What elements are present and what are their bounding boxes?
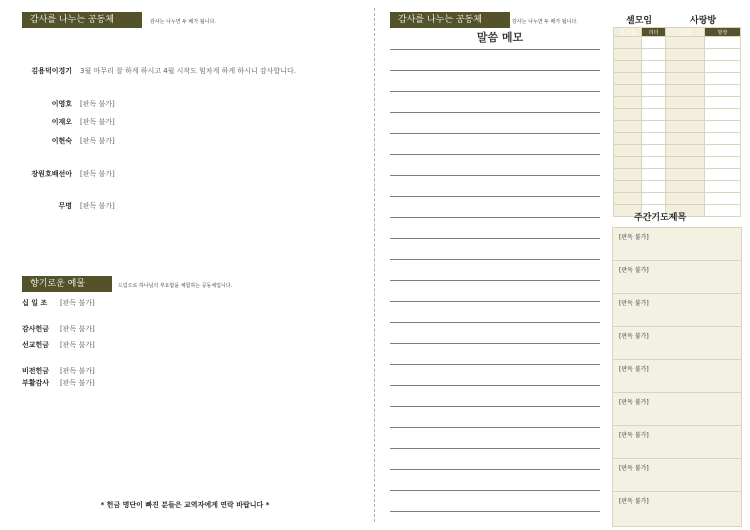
- list-item: [612, 293, 742, 329]
- table-row: [614, 73, 741, 85]
- cell-name: [614, 145, 642, 157]
- table-row: [614, 109, 741, 121]
- cell-room-head: [705, 133, 741, 145]
- col-sarang: 사랑방: [666, 28, 705, 37]
- thanks-entry: [22, 201, 352, 225]
- thanks-entry: [22, 169, 352, 193]
- offering-row: [22, 324, 362, 336]
- cell-leader: [642, 109, 666, 121]
- memo-title: 말씀 메모: [476, 31, 524, 44]
- prayer-text: [판독 불가]: [619, 465, 649, 472]
- cell-room-head: [705, 157, 741, 169]
- offering-subtitle: 드림으로 하나님의 부요함을 체험하는 공동체입니다.: [118, 283, 233, 289]
- cell-room-head: [705, 169, 741, 181]
- cell-name: [614, 193, 642, 205]
- list-item: [612, 458, 742, 494]
- list-item: [612, 227, 742, 263]
- offering-label: 비전헌금: [22, 367, 50, 375]
- table-row: [614, 157, 741, 169]
- thanks-entry: [22, 66, 352, 90]
- thanks-name: 장원호배선아: [31, 170, 72, 178]
- table-row: [614, 181, 741, 193]
- memo-line: [390, 280, 600, 281]
- memo-line: [390, 448, 600, 449]
- offering-row: [22, 378, 362, 498]
- cell-room: [666, 193, 705, 205]
- offering-label: 선교헌금: [22, 341, 50, 349]
- prayer-text: [판독 불가]: [619, 333, 649, 340]
- prayer-title: 주간기도제목: [634, 213, 687, 223]
- table-row: [614, 85, 741, 97]
- cell-room: [666, 85, 705, 97]
- memo-line: [390, 49, 600, 50]
- sarang-title: 사랑방: [690, 16, 717, 26]
- cell-leader: [642, 61, 666, 73]
- offering-row: [22, 366, 362, 378]
- thanks-name: 이재오: [51, 118, 72, 126]
- list-item: [612, 260, 742, 296]
- cell-leader: [642, 73, 666, 85]
- table-row: [614, 49, 741, 61]
- list-item: [612, 491, 742, 527]
- thanks-text: 3월 마무리 잘 하게 하시고 4월 시작도 힘차게 하게 하시니 감사합니다.: [80, 67, 296, 75]
- cell-room: [666, 121, 705, 133]
- memo-line: [390, 238, 600, 239]
- cell-title: 셀모임: [626, 16, 653, 26]
- memo-line: [390, 490, 600, 491]
- cell-room: [666, 169, 705, 181]
- cell-room-head: [705, 193, 741, 205]
- thanks-text: [판독 불가]: [80, 100, 115, 108]
- col-cell-name: 셀 이름: [614, 28, 642, 37]
- memo-line: [390, 196, 600, 197]
- memo-line: [390, 511, 600, 512]
- offering-names: [판독 불가]: [60, 367, 95, 375]
- memo-line: [390, 175, 600, 176]
- memo-line: [390, 385, 600, 386]
- offering-header: 향기로운 예물: [22, 276, 112, 292]
- cell-name: [614, 49, 642, 61]
- cell-room-head: [705, 121, 741, 133]
- cell-table-header: [614, 28, 741, 37]
- cell-leader: [642, 193, 666, 205]
- prayer-text: [판독 불가]: [619, 399, 649, 406]
- cell-leader: [642, 133, 666, 145]
- prayer-text: [판독 불가]: [619, 267, 649, 274]
- offering-row: [22, 340, 362, 362]
- cell-room: [666, 97, 705, 109]
- list-item: [612, 392, 742, 428]
- fold-line: [374, 8, 376, 522]
- thanks-header-left: 감사를 나누는 공동체: [22, 12, 142, 28]
- cell-room-head: [705, 97, 741, 109]
- table-row: [614, 133, 741, 145]
- cell-leader: [642, 181, 666, 193]
- thanks-subtitle-left: 감사는 나누면 두 배가 됩니다.: [150, 19, 216, 25]
- table-row: [614, 37, 741, 49]
- offering-names: [판독 불가]: [60, 299, 95, 307]
- prayer-text: [판독 불가]: [619, 432, 649, 439]
- cell-room: [666, 145, 705, 157]
- memo-line: [390, 301, 600, 302]
- thanks-entry: [22, 99, 352, 113]
- offering-label: 십 일 조: [22, 299, 48, 307]
- cell-room: [666, 157, 705, 169]
- cell-room: [666, 73, 705, 85]
- prayer-text: [판독 불가]: [619, 498, 649, 505]
- memo-line: [390, 133, 600, 134]
- list-item: [612, 359, 742, 395]
- cell-name: [614, 97, 642, 109]
- prayer-text: [판독 불가]: [619, 366, 649, 373]
- cell-room-head: [705, 85, 741, 97]
- thanks-entry: [22, 117, 352, 131]
- memo-line: [390, 469, 600, 470]
- memo-line: [390, 217, 600, 218]
- offering-notice: * 헌금 명단이 빠진 분들은 교역자에게 연락 바랍니다 *: [100, 501, 270, 509]
- cell-name: [614, 85, 642, 97]
- cell-leader: [642, 49, 666, 61]
- cell-room: [666, 61, 705, 73]
- thanks-name: 이영호: [51, 100, 72, 108]
- table-row: [614, 193, 741, 205]
- list-item: [612, 326, 742, 362]
- thanks-name: 무명: [58, 202, 72, 210]
- cell-name: [614, 133, 642, 145]
- memo-line: [390, 406, 600, 407]
- cell-room-head: [705, 181, 741, 193]
- cell-name: [614, 109, 642, 121]
- cell-room: [666, 181, 705, 193]
- cell-name: [614, 73, 642, 85]
- cell-name: [614, 169, 642, 181]
- cell-room: [666, 133, 705, 145]
- table-row: [614, 169, 741, 181]
- list-item: [612, 425, 742, 461]
- thanks-name: 김용덕이경기: [31, 67, 72, 75]
- table-row: [614, 145, 741, 157]
- cell-room-head: [705, 61, 741, 73]
- offering-row: [22, 298, 362, 320]
- memo-line: [390, 427, 600, 428]
- cell-room-head: [705, 205, 741, 217]
- cell-room-head: [705, 37, 741, 49]
- cell-room-head: [705, 73, 741, 85]
- cell-room-head: [705, 109, 741, 121]
- cell-leader: [642, 169, 666, 181]
- memo-line: [390, 112, 600, 113]
- cell-leader: [642, 97, 666, 109]
- table-row: [614, 97, 741, 109]
- offering-names: [판독 불가]: [60, 325, 95, 333]
- cell-leader: [642, 121, 666, 133]
- memo-line: [390, 322, 600, 323]
- cell-name: [614, 157, 642, 169]
- offering-names: [판독 불가]: [60, 379, 95, 387]
- table-row: [614, 61, 741, 73]
- memo-line: [390, 343, 600, 344]
- memo-line: [390, 259, 600, 260]
- table-row: [614, 121, 741, 133]
- cell-room-head: [705, 49, 741, 61]
- cell-room: [666, 37, 705, 49]
- cell-leader: [642, 157, 666, 169]
- col-head: 방장: [705, 28, 741, 37]
- cell-name: [614, 37, 642, 49]
- cell-leader: [642, 37, 666, 49]
- offering-names: [판독 불가]: [60, 341, 95, 349]
- cell-name: [614, 121, 642, 133]
- thanks-text: [판독 불가]: [80, 118, 115, 126]
- thanks-subtitle-right: 감사는 나누면 두 배가 됩니다.: [512, 19, 578, 25]
- cell-room: [666, 49, 705, 61]
- cell-name: [614, 61, 642, 73]
- cell-leader: [642, 85, 666, 97]
- memo-line: [390, 91, 600, 92]
- col-leader: 리더: [642, 28, 666, 37]
- memo-line: [390, 154, 600, 155]
- offering-label: 감사헌금: [22, 325, 50, 333]
- memo-line: [390, 364, 600, 365]
- thanks-header-right: 감사를 나누는 공동체: [390, 12, 510, 28]
- cell-room-head: [705, 145, 741, 157]
- thanks-name: 이현숙: [51, 137, 72, 145]
- prayer-text: [판독 불가]: [619, 300, 649, 307]
- offering-label: 부활감사: [22, 379, 50, 387]
- thanks-text: [판독 불가]: [80, 202, 115, 210]
- cell-room: [666, 109, 705, 121]
- memo-line: [390, 70, 600, 71]
- thanks-text: [판독 불가]: [80, 137, 115, 145]
- cell-leader: [642, 145, 666, 157]
- cell-table: [613, 27, 741, 217]
- prayer-text: [판독 불가]: [619, 234, 649, 241]
- thanks-entry: [22, 136, 352, 160]
- cell-name: [614, 181, 642, 193]
- thanks-text: [판독 불가]: [80, 170, 115, 178]
